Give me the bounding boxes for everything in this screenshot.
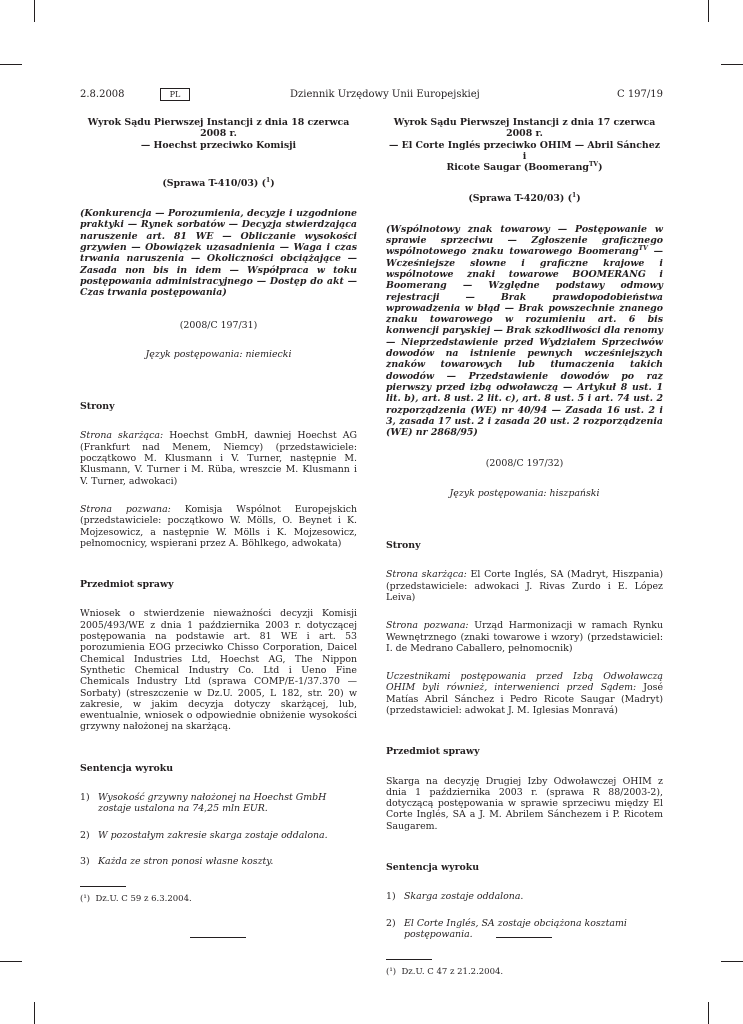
judgment-title: Wyrok Sądu Pierwszej Instancji z dnia 18 czerwca 2008 r. — Hoechst przeciwko Komisji [87, 117, 350, 151]
left-column [80, 117, 357, 904]
language-of-case: Język postępowania: hiszpański [449, 487, 600, 499]
section-heading-ruling: Sentencja wyroku [80, 762, 174, 774]
crop-mark [721, 961, 743, 962]
footnote-ref: 1 [572, 192, 577, 200]
footnote-ref: 1 [266, 176, 271, 184]
footnote-rule [80, 886, 126, 887]
oj-reference: (2008/C 197/32) [485, 458, 564, 470]
crop-mark [721, 64, 743, 65]
footnote: (¹) Dz.U. C 59 z 6.3.2004. [80, 894, 192, 905]
section-heading-subject: Przedmiot sprawy [80, 579, 174, 591]
footnote: (¹) Dz.U. C 47 z 21.2.2004. [386, 967, 504, 978]
interveners: Uczestnikami postępowania przed Izbą Odwoławczą OHIM byli również, interwenienci przed Sądem: José Matías Abril Sánchez i Pedro Ricote Saugar (Madryt) (przedstawiciel: adwokat J. M. Iglesias Monravá) [386, 671, 663, 716]
ruling-item: 1) Wysokość grzywny nałożonej na Hoechst GmbH zostaje ustalona na 74,25 mln EUR. [80, 791, 327, 815]
right-column [386, 117, 663, 977]
oj-reference: (2008/C 197/31) [179, 319, 258, 331]
section-heading-ruling: Sentencja wyroku [386, 862, 480, 874]
keywords: (Wspólnotowy znak towarowy — Postępowanie w sprawie sprzeciwu — Zgłoszenie graficznego wspólnotowego znaku towarowego Boomerang$^{TV}$ — Wcześniejsze słowne i graficzne krajowe i wspólnotowe znaki towarowe BOOMERANG i Boomerang — Względne podstawy odmowy rejestracji — Brak prawdopodobieństwa wprowadzenia w błąd — Brak powszechnie znanego znaku towarowego w rozumieniu art. 6 bis konwencji paryskiej — Brak szkodliwości dla renomy — Nieprzedstawienie przed Wydziałem Sprzeciwów dowodów na istnienie pewnych wcześniejszych znaków towarowych lub tłumaczenia takich dowodów — Przedstawienie dowodów po raz pierwszy przed izbą odwoławczą — Artykuł 8 ust. 1 lit. b), art. 8 ust. 2 lit. c), art. 8 ust. 5 i art. 74 ust. 2 rozporządzenia (WE) nr 40/94 — Zasada 16 ust. 2 i 3, zasada 17 ust. 2 i zasada 20 ust. 2 rozporządzenia (WE) nr 2868/95) [386, 223, 663, 439]
page-number: C 197/19 [616, 89, 663, 100]
section-heading-parties: Strony [80, 401, 115, 413]
ruling-item: 3) Każda ze stron ponosi własne koszty. [80, 855, 274, 867]
crop-mark [0, 64, 22, 65]
journal-title: Dziennik Urzędowy Unii Europejskiej [290, 89, 480, 100]
crop-mark [708, 1002, 709, 1024]
ruling-item: 2) El Corte Inglés, SA zostaje obciążona kosztami postępowania. [386, 917, 627, 940]
case-number: (Sprawa T-410/03) ($^1$) [162, 176, 275, 189]
judgment-title: Wyrok Sądu Pierwszej Instancji z dnia 17 czerwca 2008 r. — El Corte Inglés przeciwko OHIM — Abril Sánchez i Ricote Saugar (Boomerang$^{TV}$) [388, 117, 661, 174]
crop-mark [34, 1002, 35, 1024]
subject-text: Skarga na decyzję Drugiej Izby Odwoławczej OHIM z dnia 1 października 2003 r. (sprawa R 88/2003-2), dotyczącą postępowania w sprawie sprzeciwu między El Corte Inglés, SA a J. M. Abrilem Sánchezem i P. Ricotem Saugarem. [386, 775, 663, 832]
keywords: (Konkurencja — Porozumienia, decyzje i uzgodnione praktyki — Rynek sorbatów — Decyzja stwierdzająca naruszenie art. 81 WE — Obliczanie wysokości grzywien — Obowiązek uzasadnienia — Waga i czas trwania naruszenia — Okoliczności obciążające — Zasada non bis in idem — Współpraca w toku postępowania administracyjnego — Dostęp do akt — Czas trwania postępowania) [80, 208, 357, 299]
subject-text: Wniosek o stwierdzenie nieważności decyzji Komisji 2005/493/WE z dnia 1 października 2003 r. dotyczącej postępowania na podstawie art. 81 WE i art. 53 porozumienia EOG przeciwko Chisso Corporation, Daicel Chemical Industries Ltd, Hoechst AG, The Nippon Synthetic Chemical Industry Co. Ltd i Ueno Fine Chemicals Industry Ltd (sprawa COMP/E-1/37.370 — Sorbaty) (streszczenie w Dz.U. 2005, L 182, str. 20) w zakresie, w jakim decyzja dotyczy skarżącej, lub, ewentualnie, wniosek o odpowiednie obniżenie wysokości grzywny nałożonej na skarżącą. [80, 608, 357, 733]
section-heading-parties: Strony [386, 540, 421, 552]
case-number: (Sprawa T-420/03) ($^1$) [468, 192, 581, 205]
section-heading-subject: Przedmiot sprawy [386, 746, 480, 758]
crop-mark [34, 0, 35, 22]
applicant: Strona skarżąca: Hoechst GmbH, dawniej Hoechst AG (Frankfurt nad Menem, Niemcy) (przedstawiciele: początkowo M. Klusmann i V. Turner, następnie M. Klusmann, V. Turner i M. Rüba, wreszcie M. Klusmann i V. Turner, adwokaci) [80, 430, 358, 487]
bottom-rule [190, 937, 246, 938]
language-of-case: Język postępowania: niemiecki [145, 348, 292, 360]
header-date: 2.8.2008 [80, 89, 125, 100]
defendant: Strona pozwana: Komisja Wspólnot Europejskich (przedstawiciele: początkowo W. Mölls, O. Beynet i K. Mojzesowicz, a następnie W. Mölls i K. Mojzesowicz, pełnomocnicy, wspierani przez A. Böhlkego, adwokata) [80, 503, 357, 549]
language-code-box: PL [160, 88, 190, 101]
defendant: Strona pozwana: Urząd Harmonizacji w ramach Rynku Wewnętrznego (znaki towarowe i wzory) (przedstawiciel: I. de Medrano Caballero, pełnomocnik) [386, 620, 663, 654]
crop-mark [0, 961, 22, 962]
applicant: Strona skarżąca: El Corte Inglés, SA (Madryt, Hiszpania) (przedstawiciele: adwokaci J. Rivas Zurdo i E. López Leiva) [386, 569, 664, 603]
footnote-rule [386, 959, 432, 960]
page-header [80, 89, 663, 103]
ruling-item: 2) W pozostałym zakresie skarga zostaje oddalona. [80, 829, 328, 841]
crop-mark [708, 0, 709, 22]
ruling-item: 1) Skarga zostaje oddalona. [386, 891, 524, 903]
